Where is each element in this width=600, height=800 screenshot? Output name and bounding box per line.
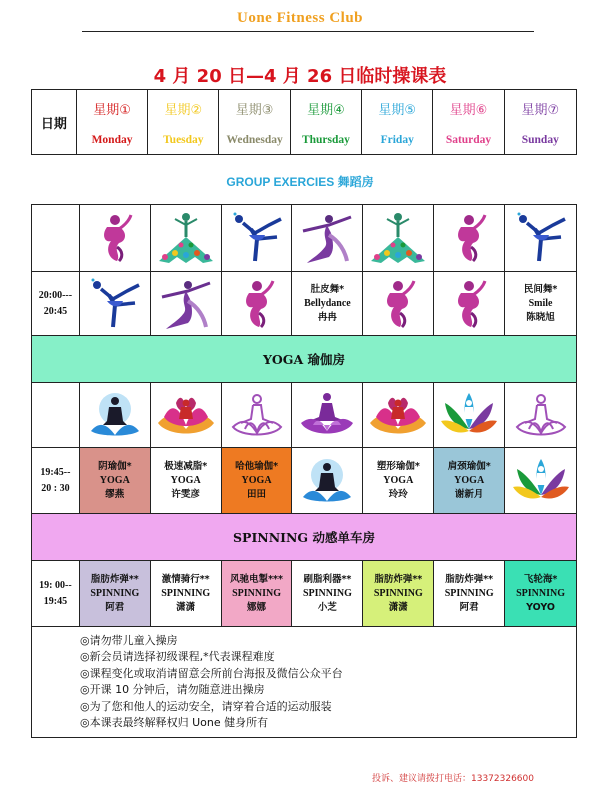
time-text: 19: 00--	[39, 579, 72, 591]
class-name: 脂肪炸弹**	[90, 573, 139, 585]
class-type: SPINNING	[302, 587, 352, 599]
yoga-section-banner: YOGA 瑜伽房	[32, 336, 576, 382]
class-cell	[151, 561, 222, 626]
note-item: ◎新会员请选择初级课程,*代表课程难度	[80, 650, 275, 664]
weekday-friday	[362, 90, 433, 154]
dance-icon-row	[32, 205, 576, 272]
schedule-cell	[80, 205, 151, 271]
instructor-name: 许雯彦	[171, 488, 200, 500]
weekday-sunday	[505, 90, 576, 154]
belly-dancer-2-icon	[158, 277, 214, 331]
belly-dancer-icon	[376, 277, 420, 331]
instructor-name: 谢新月	[454, 488, 484, 500]
schedule-cell	[363, 205, 434, 271]
class-cell	[434, 561, 505, 626]
belly-dancer-icon	[93, 211, 137, 265]
lotus-rainbow-icon	[511, 455, 571, 507]
class-cell	[151, 448, 222, 513]
class-type: SPINNING	[444, 587, 494, 599]
class-type: SPINNING	[232, 587, 281, 599]
instructor-name: 阿君	[459, 601, 479, 613]
class-type: Bellydance	[304, 297, 351, 309]
weekday-en-label: Friday	[380, 133, 414, 146]
weekday-cn-label: 星期②	[164, 102, 203, 118]
schedule-cell	[151, 272, 222, 335]
weekday-en-label: Wednesday	[226, 133, 283, 146]
schedule-cell	[222, 383, 293, 447]
class-type: YOGA	[241, 474, 272, 486]
ballerina-icon	[87, 277, 143, 331]
class-type: SPINNING	[161, 587, 211, 599]
belly-dancer-icon	[235, 277, 279, 331]
lotus-red-icon	[156, 389, 216, 441]
instructor-name: 玲玲	[388, 488, 408, 500]
schedule-cell	[434, 205, 505, 271]
weekday-en-label: Saturday	[445, 133, 492, 146]
note-item: ◎本课表最终解释权归 Uone 健身所有	[80, 716, 269, 730]
class-cell	[80, 561, 151, 626]
class-name: 风驰电掣***	[230, 573, 283, 585]
instructor-name: 小芝	[317, 601, 337, 613]
time-slot	[32, 383, 80, 447]
spinning-class-row	[32, 561, 576, 627]
instructor-name: 缪燕	[105, 488, 125, 500]
ballerina-icon	[229, 211, 285, 265]
peacock-dancer-icon	[367, 211, 429, 265]
instructor-name: 潇潇	[388, 601, 408, 613]
class-name: 塑形瑜伽*	[376, 460, 420, 472]
notes-list	[32, 627, 343, 737]
weekday-cn-label: 星期④	[307, 102, 345, 118]
ballerina-icon	[513, 211, 569, 265]
time-text: 20:45	[43, 305, 68, 317]
class-type: Smile	[528, 297, 553, 309]
time-slot	[32, 448, 80, 513]
class-name: 极速减脂*	[164, 460, 208, 472]
schedule-cell	[363, 272, 434, 335]
dance-class-row	[32, 272, 576, 336]
time-text: 20 : 30	[41, 482, 70, 494]
belly-dancer-2-icon	[299, 211, 355, 265]
class-type: SPINNING	[90, 587, 140, 599]
time-text: 19:45	[43, 595, 68, 607]
weekday-monday	[77, 90, 148, 154]
weekday-thursday	[291, 90, 362, 154]
instructor-name: 阿君	[105, 601, 125, 613]
time-text: 20:00---	[38, 289, 73, 301]
class-cell	[505, 272, 576, 335]
note-item: ◎课程变化或取消请留意会所前台海报及微信公众平台	[80, 666, 343, 680]
class-name: 哈他瑜伽*	[235, 460, 279, 472]
schedule-cell	[151, 383, 222, 447]
instructor-name: YOYO	[526, 601, 555, 613]
dance-section-label: GROUP EXERCIES 舞蹈房	[226, 175, 374, 189]
club-name: Uone Fitness Club	[236, 10, 364, 26]
schedule-cell	[505, 205, 576, 271]
schedule-cell	[434, 272, 505, 335]
belly-dancer-icon	[447, 211, 491, 265]
belly-dancer-icon	[447, 277, 491, 331]
class-name: 激情骑行**	[161, 573, 210, 585]
note-item: ◎为了您和他人的运动安全，请穿着合适的运动服装	[80, 699, 332, 713]
weekday-saturday	[433, 90, 504, 154]
class-name: 肚皮舞*	[310, 283, 345, 295]
peacock-dancer-icon	[155, 211, 217, 265]
class-cell	[292, 561, 363, 626]
class-cell	[363, 448, 434, 513]
lotus-outline-icon	[513, 389, 569, 441]
class-type: SPINNING	[516, 587, 565, 599]
date-label: 日期	[32, 90, 77, 154]
weekday-tuesday	[148, 90, 219, 154]
schedule-cell	[434, 383, 505, 447]
time-slot	[32, 272, 80, 335]
note-item: ◎请勿带儿童入操房	[80, 634, 178, 647]
spinning-banner-row	[32, 514, 576, 561]
class-name: 脂肪炸弹**	[374, 573, 423, 585]
note-item: ◎开课 10 分钟后，请勿随意进出操房	[80, 683, 265, 697]
schedule-cell	[505, 448, 576, 513]
schedule-cell	[80, 272, 151, 335]
instructor-name: 陈晓旭	[526, 311, 555, 323]
lotus-rainbow-icon	[439, 389, 499, 441]
lotus-red-icon	[368, 389, 428, 441]
class-cell	[363, 561, 434, 626]
class-name: 脂肪炸弹**	[445, 573, 494, 585]
weekday-cn-label: 星期⑥	[449, 102, 488, 118]
time-text: 19:45--	[40, 466, 71, 478]
weekday-en-label: Thursday	[301, 133, 350, 146]
instructor-name: 田田	[247, 488, 267, 500]
class-name: 刷脂利器**	[303, 573, 352, 585]
schedule-cell	[292, 448, 363, 513]
schedule-grid	[31, 204, 577, 738]
class-cell	[222, 561, 293, 626]
schedule-title: 4 月 20 日—4 月 26 日临时操课表	[153, 66, 447, 87]
weekday-cn-label: 星期③	[235, 102, 274, 118]
class-cell	[222, 448, 293, 513]
class-name: 飞轮海*	[523, 573, 558, 585]
weekday-en-label: Sunday	[521, 133, 559, 146]
schedule-cell	[222, 205, 293, 271]
yoga-class-row	[32, 448, 576, 514]
class-name: 肩颈瑜伽*	[447, 460, 491, 472]
schedule-cell	[292, 205, 363, 271]
notes-row	[32, 627, 576, 737]
weekday-header	[31, 89, 577, 155]
class-cell	[505, 561, 576, 626]
schedule-cell	[151, 205, 222, 271]
lotus-blue-icon	[87, 389, 143, 441]
instructor-name: 娜娜	[247, 601, 267, 613]
weekday-en-label: Monday	[91, 133, 133, 146]
complaint-hotline: 投诉、建议请拨打电话：13372326600	[372, 774, 534, 784]
class-name: 民间舞*	[523, 283, 558, 295]
weekday-cn-label: 星期①	[93, 102, 131, 118]
schedule-cell	[363, 383, 434, 447]
time-slot	[32, 205, 80, 271]
instructor-name: 潇潇	[176, 601, 196, 613]
schedule-cell	[292, 383, 363, 447]
class-cell	[434, 448, 505, 513]
lotus-outline-icon	[229, 389, 285, 441]
time-slot	[32, 561, 80, 626]
weekday-cn-label: 星期⑦	[521, 102, 560, 118]
weekday-wednesday	[219, 90, 290, 154]
yoga-icon-row	[32, 383, 576, 448]
class-type: YOGA	[383, 474, 414, 486]
weekday-en-label: Tuesday	[163, 133, 204, 146]
schedule-cell	[505, 383, 576, 447]
schedule-cell	[222, 272, 293, 335]
lotus-purple-icon	[299, 389, 355, 441]
instructor-name: 冉冉	[317, 311, 337, 323]
class-type: YOGA	[99, 474, 130, 486]
yoga-banner-row	[32, 336, 576, 383]
class-name: 阴瑜伽*	[98, 460, 132, 472]
class-cell	[80, 448, 151, 513]
class-type: YOGA	[170, 474, 201, 486]
schedule-cell	[80, 383, 151, 447]
title-divider	[82, 31, 534, 32]
spinning-section-banner: SPINNING 动感单车房	[32, 514, 576, 560]
weekday-cn-label: 星期⑤	[378, 102, 417, 118]
class-cell	[292, 272, 363, 335]
class-type: SPINNING	[373, 587, 423, 599]
lotus-blue-icon	[299, 455, 355, 507]
class-type: YOGA	[454, 474, 485, 486]
